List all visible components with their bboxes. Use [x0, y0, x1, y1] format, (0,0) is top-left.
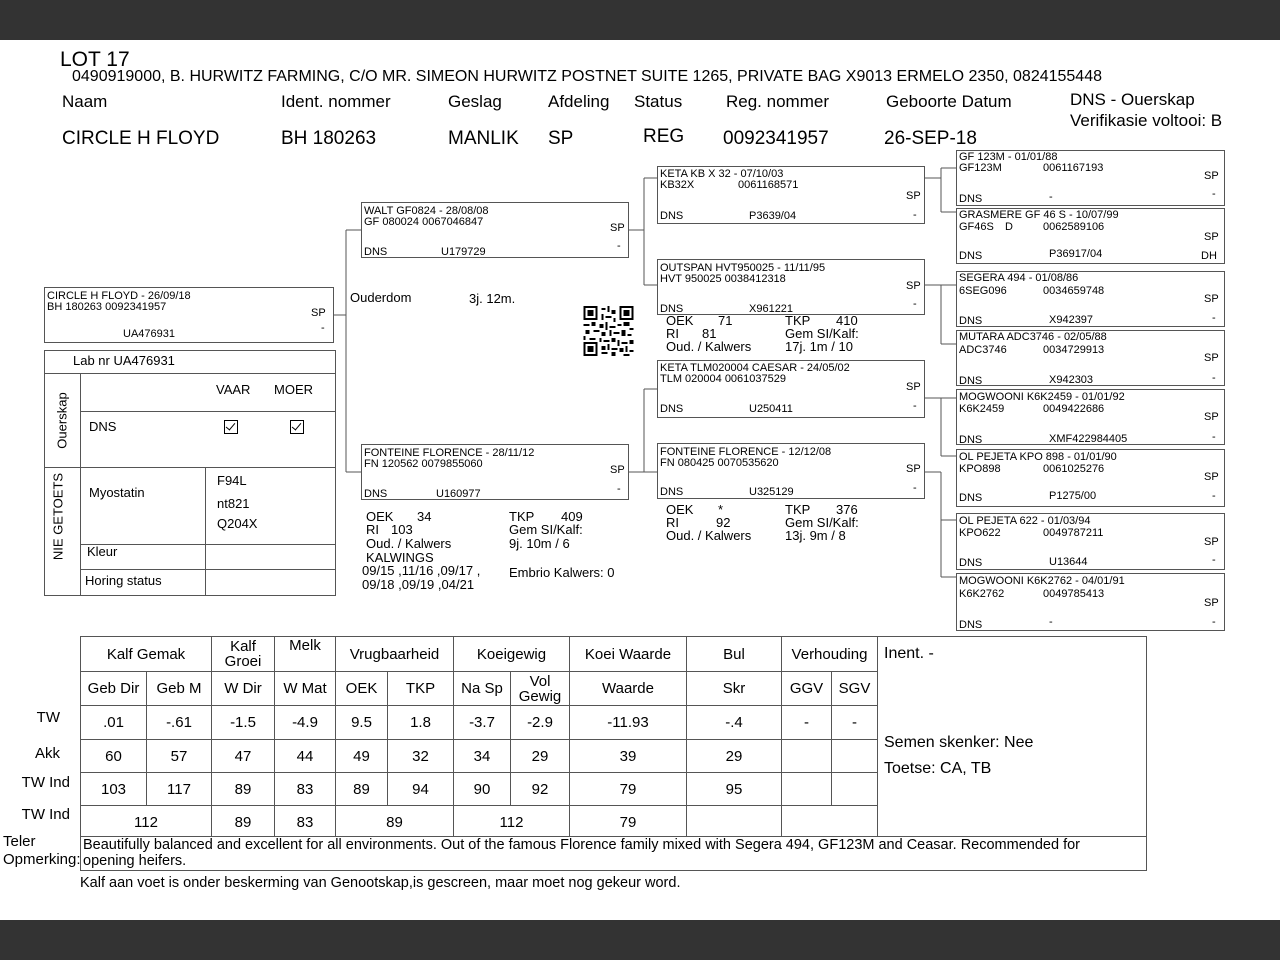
qr-code-icon: [582, 306, 635, 356]
sd-oek-label: OEK: [666, 313, 694, 328]
gg-dns: DNS: [959, 193, 983, 205]
gg-flag: -: [1212, 372, 1216, 384]
gg-dns: DNS: [959, 434, 983, 446]
sire-dam-id: HVT 950025 0038412318: [660, 273, 786, 285]
akk-cell: 60: [81, 740, 147, 773]
sub-sgv: SGV: [832, 672, 878, 706]
sire-sp: SP: [610, 222, 625, 234]
gg-box-5: [956, 389, 1225, 445]
twind-cell: 94: [388, 773, 454, 806]
sd-oud-value: 17j. 1m / 10: [785, 339, 853, 354]
gg-flag: DH: [1201, 250, 1217, 262]
dam-dam-title: FONTEINE FLORENCE - 12/12/08: [660, 446, 832, 458]
twind2-cell: [782, 806, 878, 840]
dam-dam-box: [657, 443, 925, 499]
gg-title: GRASMERE GF 46 S - 10/07/99: [959, 209, 1119, 221]
toetse: Toetse: CA, TB: [884, 760, 992, 777]
sd-ri-value: 81: [702, 326, 717, 341]
teler-label: Teler: [3, 833, 36, 850]
twind2-cell: 89: [336, 806, 454, 840]
gg-box-7: [956, 513, 1225, 570]
sire-sire-sp: SP: [906, 190, 921, 202]
gg-flag: -: [1212, 188, 1216, 200]
inent-text: Inent. -: [884, 645, 934, 662]
dd-oek-label: OEK: [666, 502, 694, 517]
sire-dns: DNS: [364, 246, 388, 258]
gg-title: MOGWOONI K6K2459 - 01/01/92: [959, 391, 1125, 403]
animal-sp: SP: [311, 307, 326, 319]
tw-cell: -.4: [687, 706, 782, 740]
akk-cell: 49: [336, 740, 388, 773]
horing-label: Horing status: [85, 573, 162, 588]
gg-box-3: [956, 271, 1225, 327]
gg-id: GF123M: [959, 162, 1002, 174]
ouerskap-label: Ouerskap: [54, 392, 70, 449]
group-koei-waarde: Koei Waarde: [570, 637, 687, 672]
myostatin-value-2: nt821: [217, 496, 250, 511]
dam-tkp-value: 409: [561, 509, 583, 524]
group-bul: Bul: [687, 637, 782, 672]
gg-sp: SP: [1204, 471, 1219, 483]
sire-dam-sp: SP: [906, 280, 921, 292]
tw-cell: -: [782, 706, 832, 740]
animal-title: CIRCLE H FLOYD - 26/09/18: [47, 290, 191, 302]
sire-sire-title: KETA KB X 32 - 07/10/03: [660, 168, 784, 180]
sub-ggv: GGV: [782, 672, 832, 706]
sire-id: GF 080024 0067046847: [364, 216, 484, 228]
dns-label: DNS: [89, 419, 117, 434]
dd-tkp-value: 376: [836, 502, 858, 517]
twind-cell: 103: [81, 773, 147, 806]
kleur-label: Kleur: [87, 544, 118, 559]
sire-dam-box: [657, 259, 925, 315]
gg-id: GF46S: [959, 221, 994, 233]
opmerking-label: Opmerking:: [3, 851, 81, 868]
dam-title: FONTEINE FLORENCE - 28/11/12: [364, 447, 535, 459]
myostatin-value-1: F94L: [217, 473, 247, 488]
gg-flag: -: [1212, 490, 1216, 502]
gg-reg: 0049785413: [1043, 588, 1105, 600]
label-dns-ouerskap: DNS - Ouerskap: [1070, 90, 1195, 109]
akk-cell: 44: [275, 740, 336, 773]
twind-cell: 117: [147, 773, 212, 806]
row-label-tw-ind-2: TW Ind: [21, 806, 70, 823]
twind2-cell: 112: [81, 806, 212, 840]
dam-sire-box: [657, 360, 925, 418]
gg-box-6: [956, 449, 1225, 507]
dam-dam-code: U325129: [749, 486, 794, 498]
group-verhouding: Verhouding: [782, 637, 878, 672]
akk-cell: 34: [454, 740, 511, 773]
moer-header: MOER: [274, 382, 313, 397]
dam-sire-sp: SP: [906, 381, 921, 393]
akk-cell: [832, 740, 878, 773]
dam-sp: SP: [610, 464, 625, 476]
gg-id: KPO622: [959, 527, 1001, 539]
sire-code: U179729: [441, 246, 486, 258]
gg-box-8: [956, 573, 1225, 631]
value-afdeling: SP: [548, 128, 574, 149]
akk-cell: 39: [570, 740, 687, 773]
gg-dns: DNS: [959, 375, 983, 387]
value-geboorte: 26-SEP-18: [884, 128, 977, 149]
akk-cell: [782, 740, 832, 773]
label-naam: Naam: [62, 92, 108, 111]
sire-sire-reg: 0061168571: [738, 179, 799, 191]
sd-gem-label: Gem SI/Kalf:: [785, 326, 859, 341]
dd-oud-value: 13j. 9m / 8: [785, 528, 846, 543]
ebv-table: [80, 636, 1147, 840]
gg-dns: DNS: [959, 315, 983, 327]
dam-kalwings-label: KALWINGS: [366, 550, 434, 565]
gg-code: U13644: [1049, 556, 1088, 568]
vaar-checkbox: [224, 420, 238, 434]
sd-oud-label: Oud. / Kalwers: [666, 339, 752, 354]
animal-code: UA476931: [123, 328, 175, 340]
sire-sire-code: P3639/04: [749, 210, 797, 222]
gg-flag: -: [1212, 616, 1216, 628]
sub-vol-gewig: Vol Gewig: [511, 672, 570, 706]
lab-section: [44, 350, 336, 596]
gg-title: OL PEJETA KPO 898 - 01/01/90: [959, 451, 1117, 463]
gg-code: -: [1049, 616, 1053, 628]
gg-mark: D: [1005, 221, 1013, 233]
gg-code: X942397: [1049, 314, 1094, 326]
dam-dash: -: [617, 483, 621, 495]
group-vrugbaarheid: Vrugbaarheid: [336, 637, 454, 672]
gg-reg: 0049787211: [1043, 527, 1104, 539]
dam-sire-id: TLM 020004 0061037529: [660, 373, 786, 385]
twind-cell: 89: [336, 773, 388, 806]
dam-sire-code: U250411: [749, 403, 793, 415]
akk-cell: 32: [388, 740, 454, 773]
sub-oek: OEK: [336, 672, 388, 706]
label-reg: Reg. nommer: [726, 92, 829, 111]
gg-flag: -: [1212, 554, 1216, 566]
sire-box: [361, 202, 629, 258]
twind2-cell: 112: [454, 806, 570, 840]
gg-title: MUTARA ADC3746 - 02/05/88: [959, 331, 1107, 343]
gg-title: MOGWOONI K6K2762 - 04/01/91: [959, 575, 1125, 587]
sd-tkp-label: TKP: [785, 313, 811, 328]
myostatin-label: Myostatin: [89, 485, 145, 500]
animal-dash: -: [321, 322, 325, 334]
gg-box-1: [956, 150, 1225, 206]
dam-box: [361, 444, 629, 500]
sire-dam-dns: DNS: [660, 303, 684, 315]
dam-calving-dates-2: 09/18 ,09/19 ,04/21: [362, 577, 475, 592]
sire-sire-dash: -: [913, 209, 917, 221]
dam-sire-dns: DNS: [660, 403, 684, 415]
gg-flag: -: [1212, 312, 1216, 324]
gg-sp: SP: [1204, 231, 1219, 243]
sub-geb-dir: Geb Dir: [81, 672, 147, 706]
gg-id: K6K2459: [959, 403, 1005, 415]
value-naam: CIRCLE H FLOYD: [62, 128, 220, 149]
dam-ri-label: RI: [366, 522, 379, 537]
sub-skr: Skr: [687, 672, 782, 706]
tw-cell: -1.5: [212, 706, 275, 740]
info-cell: [878, 637, 1147, 840]
gg-code: -: [1049, 191, 1053, 203]
lot-number: LOT 17: [60, 48, 130, 71]
twind2-cell: 83: [275, 806, 336, 840]
twind2-cell: 79: [570, 806, 687, 840]
lab-number: Lab nr UA476931: [73, 353, 175, 368]
dam-oek-value: 34: [417, 509, 432, 524]
gg-title: SEGERA 494 - 01/08/86: [959, 272, 1079, 284]
sire-sire-box: [657, 166, 925, 224]
sub-tkp: TKP: [388, 672, 454, 706]
label-status: Status: [634, 92, 683, 111]
gg-id: ADC3746: [959, 344, 1007, 356]
dd-gem-label: Gem SI/Kalf:: [785, 515, 859, 530]
dam-calving-dates-1: 09/15 ,11/16 ,09/17 ,: [362, 563, 481, 578]
gg-title: OL PEJETA 622 - 01/03/94: [959, 515, 1091, 527]
dd-oek-value: *: [718, 502, 724, 517]
value-geslag: MANLIK: [448, 128, 519, 149]
twind-cell: 83: [275, 773, 336, 806]
sire-dam-code: X961221: [749, 303, 794, 315]
value-status: REG: [643, 126, 685, 147]
gg-code: P36917/04: [1049, 248, 1103, 260]
tw-cell: -: [832, 706, 878, 740]
gg-title: GF 123M - 01/01/88: [959, 151, 1058, 163]
sub-na-sp: Na Sp: [454, 672, 511, 706]
tw-cell: -4.9: [275, 706, 336, 740]
dam-oek-label: OEK: [366, 509, 394, 524]
label-afdeling: Afdeling: [548, 92, 610, 111]
label-verifikasie: Verifikasie voltooi: B: [1070, 111, 1223, 130]
row-label-tw-ind: TW Ind: [21, 774, 70, 791]
gg-reg: 0034659748: [1043, 285, 1105, 297]
gg-sp: SP: [1204, 536, 1219, 548]
gg-id: KPO898: [959, 463, 1001, 475]
dd-oud-label: Oud. / Kalwers: [666, 528, 752, 543]
akk-cell: 29: [687, 740, 782, 773]
sub-geb-m: Geb M: [147, 672, 212, 706]
dam-ri-value: 103: [391, 522, 413, 537]
row-label-tw: TW: [36, 709, 60, 726]
dam-oud-value: 9j. 10m / 6: [509, 536, 570, 551]
animal-box: [44, 287, 334, 343]
myostatin-value-3: Q204X: [217, 516, 258, 531]
sub-waarde: Waarde: [570, 672, 687, 706]
gg-reg: 0034729913: [1043, 344, 1105, 356]
ouderdom-value: 3j. 12m.: [469, 291, 516, 306]
row-label-akk: Akk: [34, 745, 60, 762]
dam-tkp-label: TKP: [509, 509, 535, 524]
twind2-cell: [687, 806, 782, 840]
sire-dam-dash: -: [913, 298, 917, 310]
dd-ri-label: RI: [666, 515, 679, 530]
dam-dam-dash: -: [913, 482, 917, 494]
sire-sire-dns: DNS: [660, 210, 684, 222]
remark-box: [80, 836, 1147, 871]
dam-code: U160977: [436, 488, 481, 500]
ouderdom-label: Ouderdom: [350, 290, 412, 305]
sd-tkp-value: 410: [836, 313, 858, 328]
sub-w-mat: W Mat: [275, 672, 336, 706]
sd-ri-label: RI: [666, 326, 679, 341]
sire-dash: -: [617, 240, 621, 252]
tw-cell: 1.8: [388, 706, 454, 740]
gg-code: XMF422984405: [1049, 433, 1128, 445]
twind-cell: 90: [454, 773, 511, 806]
tw-cell: .01: [81, 706, 147, 740]
gg-reg: 0049422686: [1043, 403, 1105, 415]
footer-note: Kalf aan voet is onder beskerming van Genootskap,is gescreen, maar moet nog gekeur word.: [80, 875, 681, 891]
gg-dns: DNS: [959, 619, 983, 631]
label-geslag: Geslag: [448, 92, 502, 111]
gg-dns: DNS: [959, 250, 983, 262]
dam-embrio: Embrio Kalwers: 0: [509, 565, 615, 580]
gg-reg: 0062589106: [1043, 221, 1105, 233]
animal-id: BH 180263 0092341957: [47, 301, 167, 313]
gg-reg: 0061025276: [1043, 463, 1105, 475]
tw-cell: -3.7: [454, 706, 511, 740]
vaar-header: VAAR: [216, 382, 251, 397]
gg-box-4: [956, 330, 1225, 386]
dam-dns: DNS: [364, 488, 388, 500]
gg-sp: SP: [1204, 597, 1219, 609]
group-kalf-groei: Kalf Groei: [212, 637, 275, 672]
label-geboorte: Geboorte Datum: [886, 92, 1012, 111]
group-kalf-gemak: Kalf Gemak: [81, 637, 212, 672]
gg-reg: 0061167193: [1043, 162, 1104, 174]
gg-flag: -: [1212, 431, 1216, 443]
remark-text: Beautifully balanced and excellent for all environments. Out of the famous Florence family mixed with Segera 494, GF123M and Ceasar. Recommended for opening heifers.: [83, 837, 1080, 869]
gg-code: X942303: [1049, 374, 1094, 386]
semen-skenker: Semen skenker: Nee: [884, 734, 1034, 751]
dam-sire-title: KETA TLM020004 CAESAR - 24/05/02: [660, 362, 850, 374]
akk-cell: 47: [212, 740, 275, 773]
twind-cell: 89: [212, 773, 275, 806]
gg-id: K6K2762: [959, 588, 1005, 600]
tw-cell: -2.9: [511, 706, 570, 740]
group-koeigewig: Koeigewig: [454, 637, 570, 672]
twind-cell: 95: [687, 773, 782, 806]
gg-sp: SP: [1204, 170, 1219, 182]
sire-dam-title: OUTSPAN HVT950025 - 11/11/95: [660, 262, 826, 274]
nie-getoets-label: NIE GETOETS: [50, 472, 66, 561]
dam-gem-label: Gem SI/Kalf:: [509, 522, 583, 537]
akk-cell: 29: [511, 740, 570, 773]
gg-sp: SP: [1204, 411, 1219, 423]
sd-oek-value: 71: [718, 313, 733, 328]
sire-title: WALT GF0824 - 28/08/08: [364, 205, 489, 217]
group-melk: Melk: [275, 637, 336, 672]
twind2-cell: 89: [212, 806, 275, 840]
dam-dam-dns: DNS: [660, 486, 684, 498]
gg-box-2: [956, 208, 1225, 264]
tw-cell: -.61: [147, 706, 212, 740]
twind-cell: [832, 773, 878, 806]
twind-cell: 92: [511, 773, 570, 806]
label-ident: Ident. nommer: [281, 92, 391, 111]
dd-tkp-label: TKP: [785, 502, 811, 517]
dd-ri-value: 92: [716, 515, 731, 530]
sub-w-dir: W Dir: [212, 672, 275, 706]
tw-cell: 9.5: [336, 706, 388, 740]
sire-sire-id: KB32X: [660, 179, 695, 191]
gg-dns: DNS: [959, 557, 983, 569]
value-reg: 0092341957: [723, 128, 829, 149]
dam-dam-sp: SP: [906, 463, 921, 475]
dam-sire-dash: -: [913, 400, 917, 412]
value-ident: BH 180263: [281, 128, 377, 149]
dam-oud-label: Oud. / Kalwers: [366, 536, 452, 551]
akk-cell: 57: [147, 740, 212, 773]
gg-sp: SP: [1204, 352, 1219, 364]
twind-cell: [782, 773, 832, 806]
gg-code: P1275/00: [1049, 490, 1097, 502]
twind-cell: 79: [570, 773, 687, 806]
gg-sp: SP: [1204, 293, 1219, 305]
dam-id: FN 120562 0079855060: [364, 458, 483, 470]
dam-dam-id: FN 080425 0070535620: [660, 457, 779, 469]
gg-dns: DNS: [959, 492, 983, 504]
moer-checkbox: [290, 420, 304, 434]
owner-line: 0490919000, B. HURWITZ FARMING, C/O MR. SIMEON HURWITZ POSTNET SUITE 1265, PRIVATE BAG X9013 ERMELO 2350, 0824155448: [72, 68, 1102, 85]
tw-cell: -11.93: [570, 706, 687, 740]
gg-id: 6SEG096: [959, 285, 1007, 297]
